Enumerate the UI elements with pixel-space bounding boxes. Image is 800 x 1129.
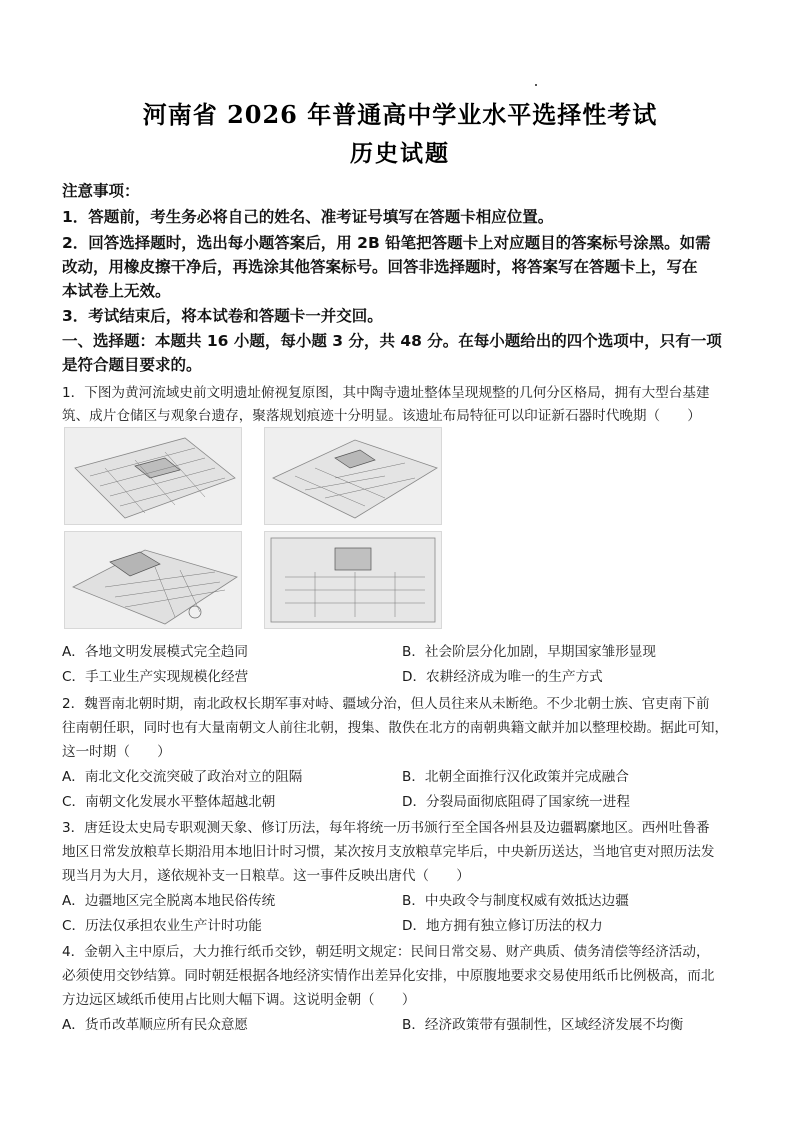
question-2-option-c[interactable]: C．南朝文化发展水平整体超越北朝 [62,794,276,810]
question-1-option-a[interactable]: A．各地文明发展模式完全趋同 [62,644,249,660]
question-4-option-a[interactable]: A．货币改革顺应所有民众意愿 [62,1017,249,1033]
question-4-stem: 4．金朝入主中原后，大力推行纸币交钞，朝廷明文规定：民间日常交易、财产典质、债务清偿等经济活动， [62,944,710,960]
notice-item-3: 3．考试结束后，将本试卷和答题卡一并交回。 [62,307,383,325]
question-1-option-b[interactable]: B．社会阶层分化加剧，早期国家雏形显现 [402,644,657,660]
notice-item-2-cont: 改动，用橡皮擦干净后，再选涂其他答案标号。回答非选择题时，将答案写在答题卡上，写在 [62,258,698,276]
question-1-stem: 1．下图为黄河流域史前文明遗址俯视复原图，其中陶寺遗址整体呈现规整的几何分区格局，拥有大型台基建 [62,385,710,401]
question-4-stem-cont2: 方边远区域纸币使用占比则大幅下调。这说明金朝（ ） [62,992,416,1008]
question-3-option-b[interactable]: B．中央政令与制度权威有效抵达边疆 [402,893,629,909]
scan-speck [535,84,537,86]
question-3-stem-cont: 地区日常发放粮草长期沿用本地旧计时习惯，某次按月支放粮草完毕后，中央新历送达，当地官吏对照历法发 [62,844,715,860]
question-2-stem-cont: 往南朝任职，同时也有大量南朝文人前往北朝，搜集、散佚在北方的南朝典籍文献并加以整理校勘。据此可知， [62,720,729,736]
question-3-stem: 3．唐廷设太史局专职观测天象、修订历法，每年将统一历书颁行至全国各州县及边疆羁縻地区。西州吐鲁番 [62,820,710,836]
site-plan-image-1-icon [65,428,241,524]
exam-title: 河南省 2026 年普通高中学业水平选择性考试 [142,100,658,129]
site-plan-image-1 [64,427,242,525]
site-plan-image-2-icon [265,428,441,524]
question-3-stem-cont2: 现当月为大月，遂依规补支一日粮草。这一事件反映出唐代（ ） [62,868,470,884]
section-instructions: 一、选择题：本题共 16 小题，每小题 3 分，共 48 分。在每小题给出的四个选项中，只有一项 [62,332,722,350]
question-4-option-b[interactable]: B．经济政策带有强制性，区域经济发展不均衡 [402,1017,684,1033]
site-plan-image-3-icon [65,532,241,628]
question-1-option-c[interactable]: C．手工业生产实现规模化经营 [62,669,249,685]
question-2-option-a[interactable]: A．南北文化交流突破了政治对立的阻隔 [62,769,303,785]
site-plan-image-4-icon [265,532,441,628]
question-2-stem-cont2: 这一时期（ ） [62,744,171,760]
question-3-option-d[interactable]: D．地方拥有独立修订历法的权力 [402,918,603,934]
notice-item-2: 2．回答选择题时，选出每小题答案后，用 2B 铅笔把答题卡上对应题目的答案标号涂黑。如需 [62,234,711,252]
question-3-option-c[interactable]: C．历法仅承担农业生产计时功能 [62,918,262,934]
notice-item-2-cont2: 本试卷上无效。 [62,282,171,300]
question-1-option-d[interactable]: D．农耕经济成为唯一的生产方式 [402,669,603,685]
question-1-stem-cont: 筑、成片仓储区与观象台遗存，聚落规划痕迹十分明显。该遗址布局特征可以印证新石器时代晚期（ ） [62,408,701,424]
question-2-option-b[interactable]: B．北朝全面推行汉化政策并完成融合 [402,769,629,785]
site-plan-image-3 [64,531,242,629]
question-4-stem-cont: 必须使用交钞结算。同时朝廷根据各地经济实情作出差异化安排，中原腹地要求交易使用纸币比例极高，而北 [62,968,715,984]
site-plan-image-4 [264,531,442,629]
notice-heading: 注意事项： [62,182,140,200]
question-2-stem: 2．魏晋南北朝时期，南北政权长期军事对峙、疆域分治，但人员往来从未断绝。不少北朝士族、官吏南下前 [62,696,710,712]
section-instructions-cont: 是符合题目要求的。 [62,356,202,374]
notice-item-1: 1．答题前，考生务必将自己的姓名、准考证号填写在答题卡相应位置。 [62,208,554,226]
exam-subject: 历史试题 [350,140,450,167]
question-2-option-d[interactable]: D．分裂局面彻底阻碍了国家统一进程 [402,794,630,810]
site-plan-image-2 [264,427,442,525]
question-3-option-a[interactable]: A．边疆地区完全脱离本地民俗传统 [62,893,276,909]
